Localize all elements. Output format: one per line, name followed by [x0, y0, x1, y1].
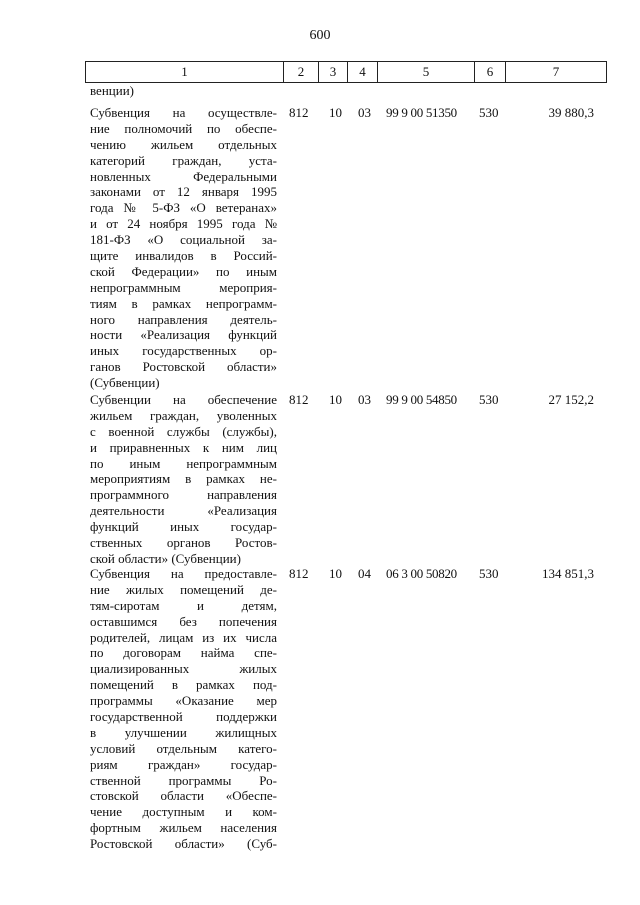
column-header-1: 1 [86, 62, 284, 83]
page-number: 600 [309, 28, 331, 43]
expense-type-code: 530 [479, 392, 499, 407]
row-description [90, 392, 277, 567]
subsection-code: 03 [358, 105, 371, 120]
target-article-code: 99 9 00 51350 [386, 105, 457, 120]
description-line: и от 24 ноября 1995 года № [90, 216, 277, 232]
description-line: по иным непрограммным [90, 455, 277, 471]
expense-type-code: 530 [479, 566, 499, 581]
description-line: условий отдельным катего- [90, 740, 277, 756]
description-line: помещений в рамках под- [90, 677, 277, 693]
amount-value: 39 880,3 [548, 105, 594, 120]
amount-value: 27 152,2 [548, 392, 594, 407]
column-header-3: 3 [319, 62, 348, 83]
description-line: ние полномочий по обеспе- [90, 120, 277, 136]
column-header-6: 6 [475, 62, 506, 83]
description-line: функций иных государ- [90, 519, 277, 535]
column-header-2: 2 [284, 62, 319, 83]
description-line: ние жилых помещений де- [90, 581, 277, 597]
description-line: стовской области «Обеспе- [90, 788, 277, 804]
description-line: ской Федерации» по иным [90, 263, 277, 279]
description-line: родителей, лицам из их числа [90, 629, 277, 645]
column-header-7: 7 [506, 62, 607, 83]
description-line: оставшимся без попечения [90, 613, 277, 629]
section-code: 10 [329, 566, 342, 581]
description-line: чению жильем отдельных [90, 136, 277, 152]
description-line: года № 5-ФЗ «О ветеранах» [90, 200, 277, 216]
description-line: ственных органов Ростов- [90, 535, 277, 551]
description-line: ности «Реализация функций [90, 327, 277, 343]
description-line: в улучшении жилищных [90, 724, 277, 740]
ministry-code: 812 [289, 392, 309, 407]
description-line: программы «Оказание мер [90, 693, 277, 709]
description-line: 181-ФЗ «О социальной за- [90, 232, 277, 248]
target-article-code: 99 9 00 54850 [386, 392, 457, 407]
row-description [90, 105, 277, 391]
description-line: деятельности «Реализация [90, 503, 277, 519]
description-line: щите инвалидов в Россий- [90, 248, 277, 264]
ministry-code: 812 [289, 566, 309, 581]
description-line: чение доступным и ком- [90, 804, 277, 820]
description-line: новленных Федеральными [90, 168, 277, 184]
description-line: ской области» (Субвенции) [90, 550, 241, 566]
target-article-code: 06 3 00 50820 [386, 566, 457, 581]
description-line: государственной поддержки [90, 709, 277, 725]
description-line: программного направления [90, 487, 277, 503]
description-line: фортным жильем населения [90, 820, 277, 836]
section-code: 10 [329, 392, 342, 407]
row-description [90, 566, 277, 852]
description-line: иных государственных ор- [90, 343, 277, 359]
description-line: ганов Ростовской области» [90, 359, 277, 375]
description-line: тям-сиротам и детям, [90, 597, 277, 613]
description-line: категорий граждан, уста- [90, 152, 277, 168]
ministry-code: 812 [289, 105, 309, 120]
description-line: ственной программы Ро- [90, 772, 277, 788]
description-line: законами от 12 января 1995 [90, 184, 277, 200]
description-line: мероприятиям в рамках не- [90, 471, 277, 487]
column-header-table [85, 61, 607, 83]
description-line: ного направления деятель- [90, 311, 277, 327]
description-line: циализированных жилых [90, 661, 277, 677]
continuation-text: венции) [90, 83, 134, 98]
column-header-4: 4 [348, 62, 378, 83]
description-line: по договорам найма спе- [90, 645, 277, 661]
description-line: Субвенция на предоставле- [90, 566, 277, 581]
column-header-5: 5 [378, 62, 475, 83]
column-header-row [86, 62, 607, 83]
subsection-code: 03 [358, 392, 371, 407]
expense-type-code: 530 [479, 105, 499, 120]
description-line: тиям в рамках непрограмм- [90, 295, 277, 311]
description-line: непрограммным мероприя- [90, 279, 277, 295]
description-line: и приравненных к ним лиц [90, 439, 277, 455]
subsection-code: 04 [358, 566, 371, 581]
section-code: 10 [329, 105, 342, 120]
description-line: Ростовской области» (Суб- [90, 836, 277, 852]
description-line: Субвенция на осуществле- [90, 105, 277, 120]
description-line: жильем граждан, уволенных [90, 407, 277, 423]
description-line: Субвенции на обеспечение [90, 392, 277, 407]
description-line: (Субвенции) [90, 375, 160, 391]
amount-value: 134 851,3 [542, 566, 594, 581]
description-line: риям граждан» государ- [90, 756, 277, 772]
description-line: с военной службы (службы), [90, 423, 277, 439]
